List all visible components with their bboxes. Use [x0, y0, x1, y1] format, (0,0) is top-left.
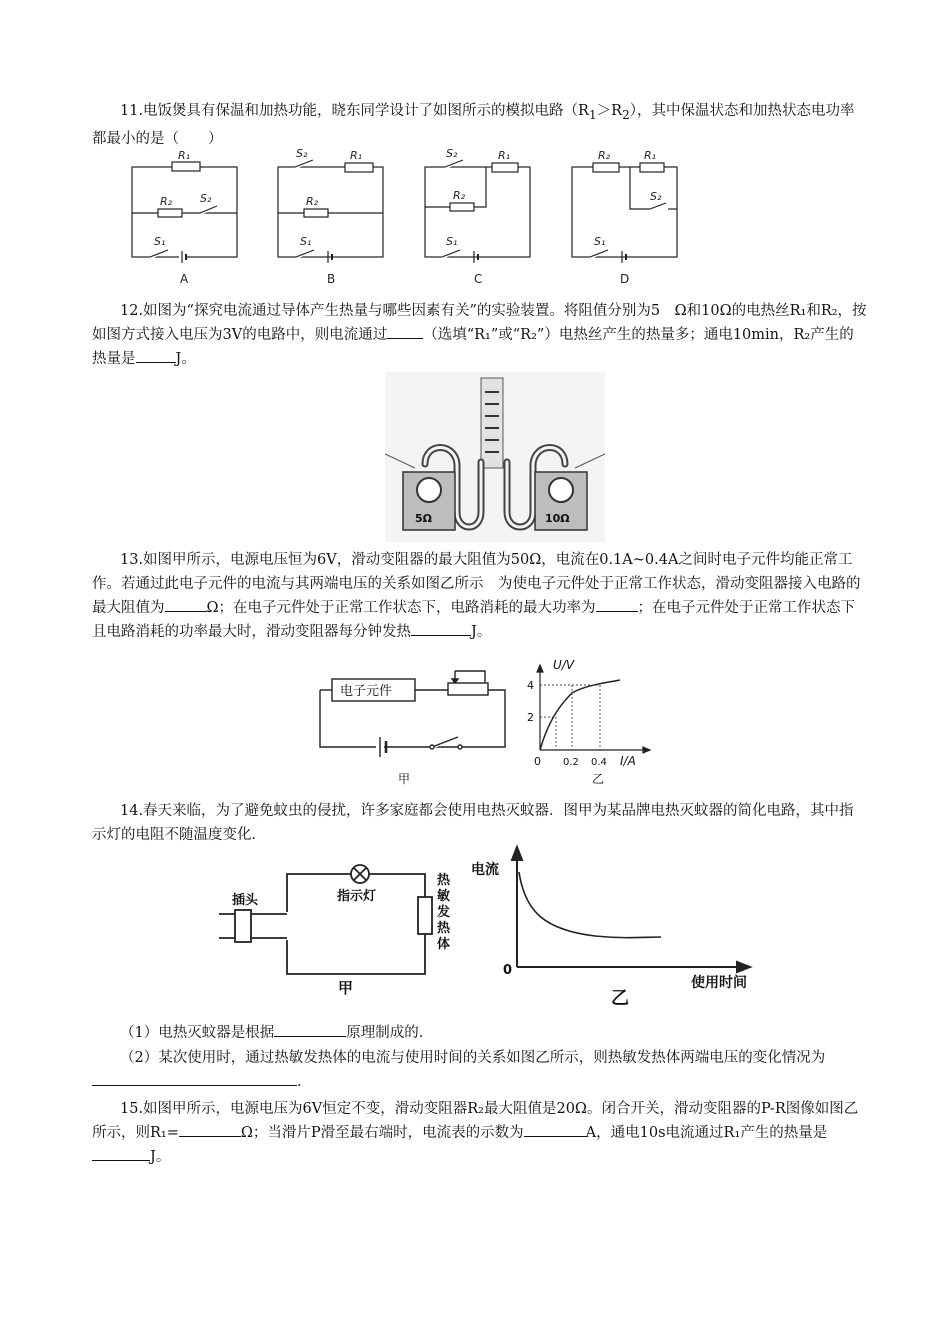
y-axis-label-current: 电流	[471, 862, 499, 878]
indicator-lamp-label: 指示灯	[337, 889, 377, 904]
svg-text:体: 体	[437, 937, 451, 952]
q15-blank-2[interactable]	[524, 1121, 586, 1137]
label-s1-d: S₁	[594, 235, 606, 248]
label-s1-c: S₁	[446, 235, 458, 248]
option-b-label: B	[327, 272, 336, 286]
x-axis-label-ia: I/A	[620, 754, 636, 768]
q14-sub2: （2）某次使用时，通过热敏发热体的电流与使用时间的关系如图乙所示，则热敏发热体两端电压的变化情况为．	[92, 1046, 867, 1094]
q12-apparatus-photo	[385, 372, 605, 542]
circuit-b	[278, 159, 383, 263]
x-tick-0-4: 0.4	[591, 757, 607, 768]
origin-label: 0	[503, 963, 513, 978]
label-r1-b: R₁	[350, 149, 363, 162]
q14-blank-1[interactable]	[274, 1021, 346, 1037]
label-s2-c: S₂	[446, 147, 458, 160]
electronic-component-label: 电子元件	[340, 684, 393, 699]
label-10-ohm: 10Ω	[545, 512, 570, 525]
svg-text:热: 热	[437, 921, 451, 936]
y-tick-2: 2	[527, 711, 534, 724]
plug-label: 插头	[232, 893, 259, 908]
label-r2-a: R₂	[160, 195, 173, 208]
svg-text:热: 热	[437, 873, 451, 888]
q14-figures	[215, 842, 775, 1012]
label-s1-b: S₁	[300, 235, 312, 248]
label-r2-c: R₂	[453, 189, 466, 202]
x-tick-0: 0	[534, 755, 541, 768]
option-a-label: A	[180, 272, 189, 286]
y-axis-label-uv: U/V	[553, 658, 575, 672]
option-d-label: D	[620, 272, 630, 286]
figure-yi-label: 乙	[592, 772, 605, 786]
label-r2-b: R₂	[306, 195, 319, 208]
label-r1-d: R₁	[644, 149, 657, 162]
figure-jia-label: 甲	[398, 772, 411, 786]
svg-text:发: 发	[437, 905, 451, 920]
figure-jia-label: 甲	[338, 979, 354, 997]
option-c-label: C	[474, 272, 483, 286]
q14-sub1: （1）电热灭蚊器是根据 原理制成的．	[92, 1021, 867, 1045]
label-s2-b: S₂	[296, 147, 308, 160]
q15-text: 15.如图甲所示，电源电压为6V恒定不变，滑动变阻器R₂最大阻值是20Ω。闭合开关，滑动变阻器的P-R图像如图乙所示，则R₁= Ω；当滑片P滑至最右端时，电流表的示数为 A，通电10s电流通过R₁产生的热量是J。	[92, 1101, 859, 1165]
svg-text:敏: 敏	[437, 889, 451, 904]
q13-blank-3[interactable]	[411, 620, 471, 636]
circuit-a	[132, 162, 237, 263]
q14-blank-2[interactable]	[92, 1070, 297, 1086]
circuit-d	[572, 163, 677, 263]
q13-blank-1[interactable]	[165, 596, 207, 612]
q11-text: 11.电饭煲具有保温和加热功能，晓东同学设计了如图所示的模拟电路$(R_1>R_2)$，其中保温状态和加热状态电功率都最小的是（ ）	[92, 103, 855, 147]
q14-text: 14.春天来临，为了避免蚊虫的侵扰，许多家庭都会使用电热灭蚊器．图甲为某品牌电热灭蚊器的简化电路，其中指示灯的电阻不随温度变化．	[92, 803, 854, 843]
label-r1-a: R₁	[178, 149, 191, 162]
circuit-c	[425, 159, 530, 263]
label-r1-c: R₁	[498, 149, 511, 162]
label-5-ohm: 5Ω	[415, 512, 433, 525]
q12-blank-1[interactable]	[387, 323, 423, 339]
q13-blank-2[interactable]	[596, 596, 638, 612]
x-axis-label-time: 使用时间	[691, 975, 747, 991]
y-tick-4: 4	[527, 679, 534, 692]
q13-figures	[310, 655, 670, 790]
label-r2-d: R₂	[598, 149, 611, 162]
heater-label	[436, 872, 451, 952]
label-s2-a: S₂	[200, 192, 212, 205]
figure-yi-label: 乙	[611, 988, 629, 1009]
q15-blank-3[interactable]	[92, 1145, 150, 1161]
q13-text: 13.如图甲所示，电源电压恒为6V，滑动变阻器的最大阻值为50Ω，电流在0.1A~0.4A之间时电子元件均能正常工作。若通过此电子元件的电流与其两端电压的关系如图乙所示 为使电子元件处于正常工作状态，滑动变阻器接入电路的 最大阻值为 Ω；在电子元件处于正常工作状态下，电路消耗的最大功率为 ；在电子元件处于正常工作状态下且电路消耗的功率最大时，滑动变阻器每分钟发热 J。	[92, 552, 875, 640]
q12-text: 12.如图为“探究电流通过导体产生热量与哪些因素有关”的实验装置。将阻值分别为5 Ω和10Ω的电热丝R₁和R₂，按如图方式接入电压为3V的电路中，则电流通过 （选填“R₁”或“R₂”）电热丝产生的热量多；通电10min，R₂产生的热量是 J。	[92, 303, 867, 367]
q11-circuit-diagrams	[120, 145, 700, 290]
q12-blank-2[interactable]	[136, 347, 176, 363]
x-tick-0-2: 0.2	[563, 757, 579, 768]
label-s2-d: S₂	[650, 190, 662, 203]
label-s1-a: S₁	[154, 235, 166, 248]
q15-blank-1[interactable]	[179, 1121, 241, 1137]
